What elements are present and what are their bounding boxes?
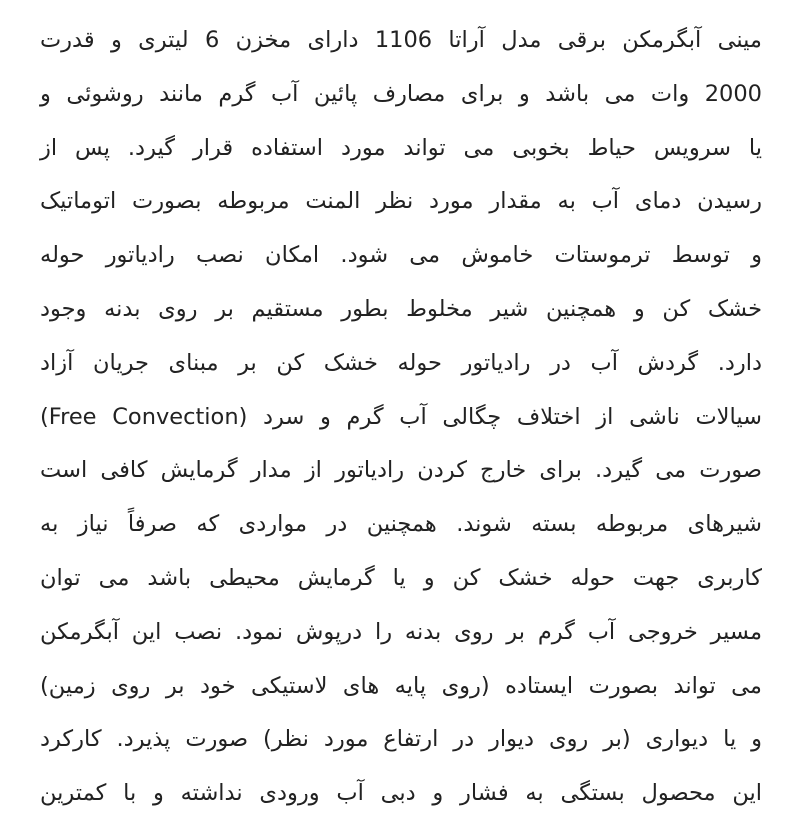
description-line: می تواند بصورت ایستاده (روی پایه های لاستیکی خود بر روی زمین) xyxy=(40,672,762,699)
description-line: شیرهای مربوطه بسته شوند. همچنین در مواردی که صرفاً نیاز به xyxy=(40,511,762,538)
description-line: مسیر خروجی آب گرم بر روی بدنه را درپوش نمود. نصب این آبگرمکن xyxy=(40,618,762,645)
description-line: و یا دیواری (بر روی دیوار در ارتفاع مورد نظر) صورت پذیرد. کارکرد xyxy=(40,726,762,753)
description-line: خشک کن و همچنین شیر مخلوط بطور مستقیم بر روی بدنه وجود xyxy=(40,295,762,322)
description-line: کاربری جهت حوله خشک کن و یا گرمایش محیطی باشد می توان xyxy=(40,564,762,591)
description-line: و توسط ترموستات خاموش می شود. امکان نصب رادیاتور حوله xyxy=(40,242,762,269)
description-line: مینی آبگرمکن برقی مدل آراتا 1106 دارای مخزن 6 لیتری و قدرت xyxy=(40,27,762,53)
description-line: سیالات ناشی از اختلاف چگالی آب گرم و سرد (Free Convection) xyxy=(40,403,762,430)
description-line: 2000 وات می باشد و برای مصارف پائین آب گرم مانند روشوئی و xyxy=(40,80,762,107)
description-line: صورت می گیرد. برای خارج کردن رادیاتور از مدار گرمایش کافی است xyxy=(40,457,762,484)
description-line: دارد. گردش آب در رادیاتور حوله خشک کن بر مبنای جریان آزاد xyxy=(40,349,762,376)
description-line: رسیدن دمای آب به مقدار مورد نظر المنت مربوطه بصورت اتوماتیک xyxy=(40,188,762,215)
description-line: این محصول بستگی به فشار و دبی آب ورودی نداشته و با کمترین xyxy=(40,780,762,807)
description-line: یا سرویس حیاط بخوبی می تواند مورد استفاده قرار گیرد. پس از xyxy=(40,134,762,161)
